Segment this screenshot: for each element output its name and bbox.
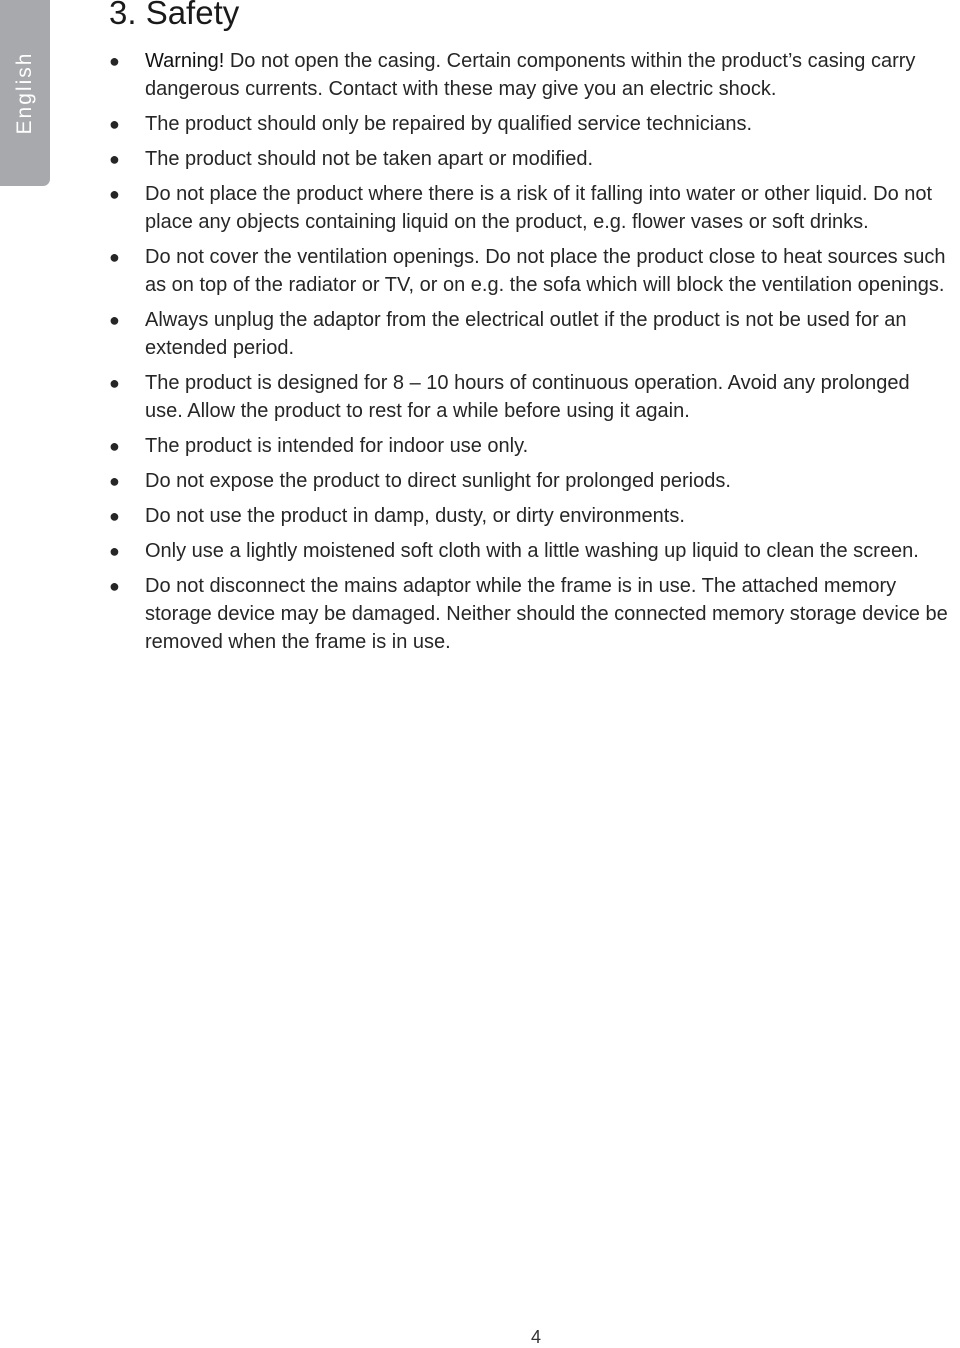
safety-item-warning (109, 47, 951, 103)
bullet-icon: ● (109, 373, 120, 393)
safety-item-disconnect (109, 572, 951, 656)
safety-item-sunlight (109, 467, 951, 495)
safety-item-indoor (109, 432, 951, 460)
safety-item-cleaning (109, 537, 951, 565)
safety-item-text: Do not disconnect the mains adaptor while the frame is in use. The attached memory storage device may be damaged. Neither should the connected memory storage device be removed when the frame is in use. (145, 575, 948, 653)
bullet-icon: ● (109, 247, 120, 267)
safety-item-text: Do not cover the ventilation openings. Do not place the product close to heat sources such as on top of the radiator or TV, or on e.g. the sofa which will block the ventilation openings. (145, 246, 946, 296)
safety-item-text: Do not open the casing. Certain components within the product’s casing carry dangerous currents. Contact with these may give you an electric shock. (145, 50, 916, 100)
safety-item-modify (109, 145, 951, 173)
safety-item-text: The product should not be taken apart or modified. (145, 148, 594, 170)
safety-item-repair (109, 110, 951, 138)
bullet-icon: ● (109, 114, 120, 134)
safety-item-environment (109, 502, 951, 530)
safety-item-text: The product should only be repaired by qualified service technicians. (145, 113, 753, 135)
section-title: 3. Safety (109, 0, 240, 31)
page-number: 4 (530, 1327, 541, 1347)
safety-item-text: Do not expose the product to direct sunlight for prolonged periods. (145, 470, 731, 492)
language-tab (0, 0, 50, 186)
safety-item-unplug (109, 306, 951, 362)
bullet-icon: ● (109, 541, 120, 561)
language-tab-label: English (13, 51, 36, 135)
warning-label: Warning! (145, 50, 225, 72)
bullet-icon: ● (109, 149, 120, 169)
bullet-icon: ● (109, 471, 120, 491)
safety-item-ventilation (109, 243, 951, 299)
bullet-icon: ● (109, 506, 120, 526)
safety-item-text: Only use a lightly moistened soft cloth with a little washing up liquid to clean the screen. (145, 540, 919, 562)
safety-item-text: Always unplug the adaptor from the electrical outlet if the product is not be used for an extended period. (145, 309, 907, 359)
safety-item-text: Do not use the product in damp, dusty, or dirty environments. (145, 505, 685, 527)
bullet-icon: ● (109, 436, 120, 456)
bullet-icon: ● (109, 310, 120, 330)
safety-item-operation-time (109, 369, 951, 425)
safety-item-text: Do not place the product where there is a risk of it falling into water or other liquid. Do not place any objects containing liquid on the product, e.g. flower vases or soft drinks. (145, 183, 933, 233)
safety-item-text: The product is intended for indoor use only. (145, 435, 529, 457)
bullet-icon: ● (109, 576, 120, 596)
bullet-icon: ● (109, 51, 120, 71)
safety-list (109, 47, 951, 663)
safety-item-liquid (109, 180, 951, 236)
safety-item-text: The product is designed for 8 – 10 hours of continuous operation. Avoid any prolonged use. Allow the product to rest for a while before using it again. (145, 372, 910, 422)
bullet-icon: ● (109, 184, 120, 204)
